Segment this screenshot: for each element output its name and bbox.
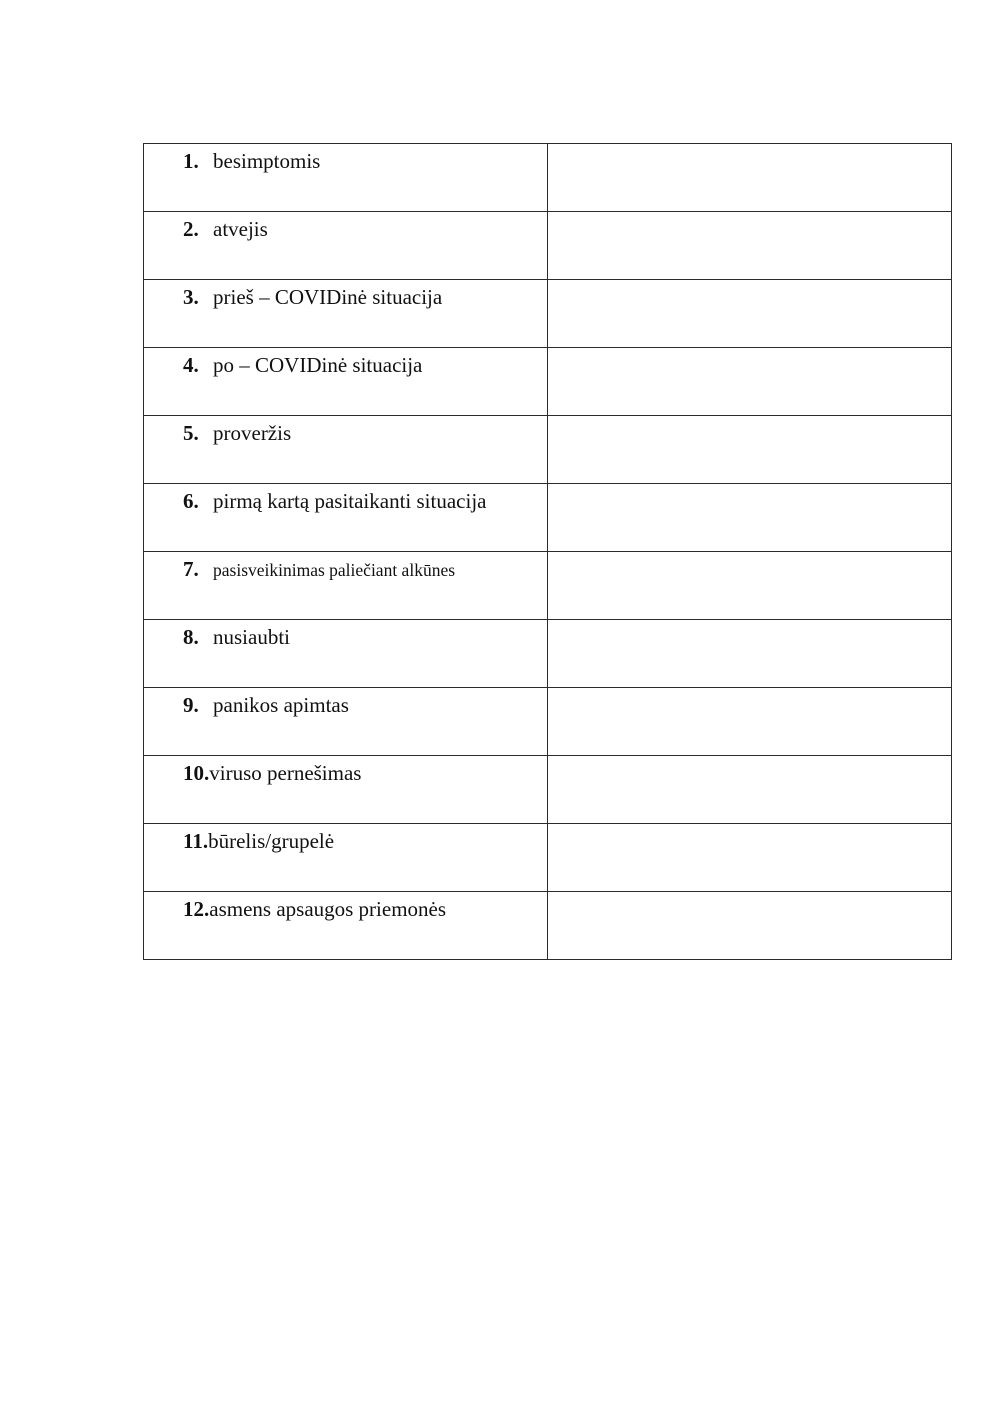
answer-cell[interactable] xyxy=(548,144,952,212)
table-row xyxy=(144,756,952,824)
term-cell xyxy=(144,620,548,688)
answer-cell[interactable] xyxy=(548,892,952,960)
term-number: 8. xyxy=(183,625,199,649)
table-row xyxy=(144,552,952,620)
term-text: nusiaubti xyxy=(213,625,290,649)
term-text: prieš – COVIDinė situacija xyxy=(213,285,443,309)
term-text: pirmą kartą pasitaikanti situacija xyxy=(213,489,487,513)
answer-cell[interactable] xyxy=(548,620,952,688)
term-number: 3. xyxy=(183,285,199,309)
term-cell xyxy=(144,552,548,620)
term-number: 4. xyxy=(183,353,199,377)
answer-cell[interactable] xyxy=(548,280,952,348)
term-number: 2. xyxy=(183,217,199,241)
answer-cell[interactable] xyxy=(548,212,952,280)
table-row xyxy=(144,824,952,892)
table-row xyxy=(144,688,952,756)
term-text: viruso pernešimas xyxy=(209,761,362,785)
term-cell xyxy=(144,688,548,756)
term-cell xyxy=(144,756,548,824)
answer-cell[interactable] xyxy=(548,824,952,892)
table-row xyxy=(144,416,952,484)
answer-cell[interactable] xyxy=(548,484,952,552)
term-number: 12. xyxy=(183,897,210,921)
term-cell xyxy=(144,280,548,348)
term-number: 10. xyxy=(183,761,210,785)
table-row xyxy=(144,212,952,280)
term-text: atvejis xyxy=(213,217,268,241)
term-text: panikos apimtas xyxy=(213,693,349,717)
term-text: proveržis xyxy=(213,421,292,445)
table-row xyxy=(144,144,952,212)
term-cell xyxy=(144,348,548,416)
answer-cell[interactable] xyxy=(548,552,952,620)
answer-cell[interactable] xyxy=(548,688,952,756)
answer-cell[interactable] xyxy=(548,416,952,484)
term-text: pasisveikinimas paliečiant alkūnes xyxy=(213,560,456,580)
term-number: 6. xyxy=(183,489,199,513)
table-row xyxy=(144,892,952,960)
term-cell xyxy=(144,212,548,280)
vocabulary-table xyxy=(143,143,952,960)
term-text: besimptomis xyxy=(213,149,321,173)
term-cell xyxy=(144,484,548,552)
term-number: 9. xyxy=(183,693,199,717)
term-number: 11. xyxy=(183,829,209,853)
answer-cell[interactable] xyxy=(548,756,952,824)
term-cell xyxy=(144,824,548,892)
term-number: 5. xyxy=(183,421,199,445)
table-row xyxy=(144,484,952,552)
table-row xyxy=(144,280,952,348)
term-cell xyxy=(144,892,548,960)
answer-cell[interactable] xyxy=(548,348,952,416)
table-row xyxy=(144,348,952,416)
term-cell xyxy=(144,144,548,212)
term-number: 7. xyxy=(183,557,199,581)
term-cell xyxy=(144,416,548,484)
term-text: asmens apsaugos priemonės xyxy=(209,897,447,921)
term-text: po – COVIDinė situacija xyxy=(213,353,423,377)
term-number: 1. xyxy=(183,149,199,173)
table-row xyxy=(144,620,952,688)
term-text: būrelis/grupelė xyxy=(208,829,335,853)
